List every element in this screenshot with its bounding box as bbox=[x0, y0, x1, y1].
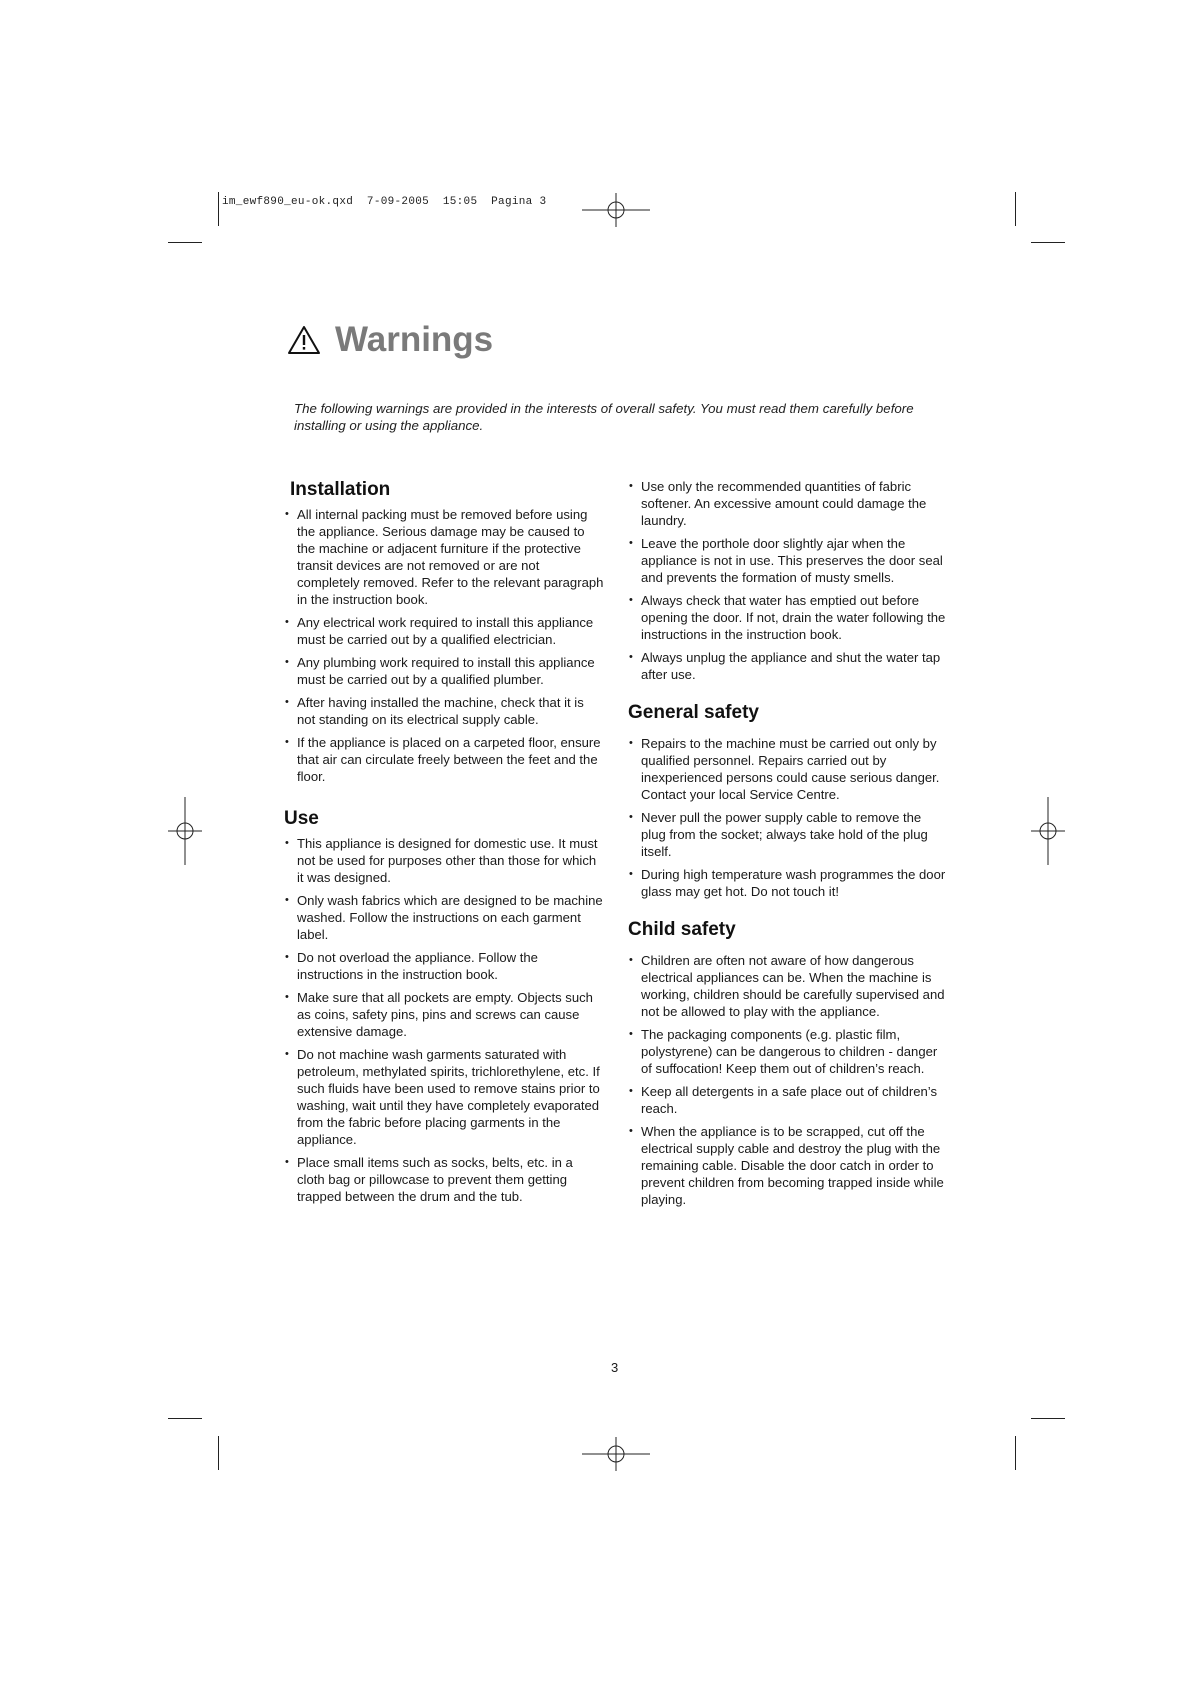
list-item: • This appliance is designed for domestic use. It must not be used for purposes other than those for which it was designed. bbox=[284, 835, 604, 886]
installation-list bbox=[284, 506, 604, 785]
list-item: • Leave the porthole door slightly ajar when the appliance is not in use. This preserves the door seal and prevents the formation of musty smells. bbox=[628, 535, 948, 586]
left-column bbox=[284, 478, 604, 1211]
list-item: • When the appliance is to be scrapped, cut off the electrical supply cable and destroy the plug with the remaining cable. Disable the door catch in order to prevent children from becoming trapped inside while playing. bbox=[628, 1123, 948, 1208]
registration-mark-icon bbox=[582, 193, 650, 227]
section-heading-use: Use bbox=[284, 808, 319, 829]
list-item: • Place small items such as socks, belts, etc. in a cloth bag or pillowcase to prevent them getting trapped between the drum and the tub. bbox=[284, 1154, 604, 1205]
list-item: • If the appliance is placed on a carpeted floor, ensure that air can circulate freely between the feet and the floor. bbox=[284, 734, 604, 785]
crop-mark bbox=[218, 1436, 219, 1470]
list-item: • Always unplug the appliance and shut the water tap after use. bbox=[628, 649, 948, 683]
list-item: • The packaging components (e.g. plastic film, polystyrene) can be dangerous to children - danger of suffocation! Keep them out of children’s reach. bbox=[628, 1026, 948, 1077]
use-continued-list bbox=[628, 478, 948, 683]
list-item: • Any plumbing work required to install this appliance must be carried out by a qualified plumber. bbox=[284, 654, 604, 688]
crop-mark bbox=[168, 242, 202, 243]
list-item: • During high temperature wash programmes the door glass may get hot. Do not touch it! bbox=[628, 866, 948, 900]
list-item: • Repairs to the machine must be carried out only by qualified personnel. Repairs carried out by inexperienced persons could cause serious danger. Contact your local Service Centre. bbox=[628, 735, 948, 803]
list-item: • Use only the recommended quantities of fabric softener. An excessive amount could damage the laundry. bbox=[628, 478, 948, 529]
list-item: • Do not overload the appliance. Follow the instructions in the instruction book. bbox=[284, 949, 604, 983]
registration-mark-icon bbox=[1031, 797, 1065, 865]
use-list bbox=[284, 835, 604, 1205]
section-heading-installation: Installation bbox=[290, 479, 391, 500]
section-heading-child-safety: Child safety bbox=[628, 919, 736, 940]
general-safety-list bbox=[628, 735, 948, 900]
list-item: • Do not machine wash garments saturated with petroleum, methylated spirits, trichlorethylene, etc. If such fluids have been used to remove stains prior to washing, wait until they have completely evaporated from the fabric before placing garments in the appliance. bbox=[284, 1046, 612, 1148]
intro-text: The following warnings are provided in the interests of overall safety. You must read them carefully before installing or using the appliance. bbox=[294, 401, 914, 433]
crop-mark bbox=[1031, 1418, 1065, 1419]
list-item: • Any electrical work required to install this appliance must be carried out by a qualified electrician. bbox=[284, 614, 604, 648]
page-title-block bbox=[287, 322, 493, 357]
child-safety-list bbox=[628, 952, 948, 1208]
crop-mark bbox=[168, 1418, 202, 1419]
list-item: • Make sure that all pockets are empty. Objects such as coins, safety pins, pins and screws can cause extensive damage. bbox=[284, 989, 604, 1040]
page-number: 3 bbox=[611, 1360, 619, 1375]
list-item: • Children are often not aware of how dangerous electrical appliances can be. When the machine is working, children should be carefully supervised and not be allowed to play with the appliance. bbox=[628, 952, 948, 1020]
list-item: • Never pull the power supply cable to remove the plug from the socket; always take hold of the plug itself. bbox=[628, 809, 948, 860]
crop-mark bbox=[1015, 1436, 1016, 1470]
crop-mark bbox=[218, 192, 219, 226]
list-item: • All internal packing must be removed before using the appliance. Serious damage may be caused to the machine or adjacent furniture if the protective transit devices are not removed or are not completely removed. Refer to the relevant paragraph in the instruction book. bbox=[284, 506, 604, 608]
page-title: Warnings bbox=[335, 320, 494, 359]
registration-mark-icon bbox=[168, 797, 202, 865]
crop-mark bbox=[1031, 242, 1065, 243]
list-item: • Keep all detergents in a safe place out of children’s reach. bbox=[628, 1083, 948, 1117]
section-heading-general-safety: General safety bbox=[628, 702, 759, 723]
list-item: • After having installed the machine, check that it is not standing on its electrical supply cable. bbox=[284, 694, 604, 728]
crop-mark bbox=[1015, 192, 1016, 226]
list-item: • Only wash fabrics which are designed to be machine washed. Follow the instructions on each garment label. bbox=[284, 892, 604, 943]
right-column bbox=[628, 478, 948, 1214]
warning-triangle-icon bbox=[287, 325, 321, 355]
registration-mark-icon bbox=[582, 1437, 650, 1471]
list-item: • Always check that water has emptied out before opening the door. If not, drain the water following the instructions in the instruction book. bbox=[628, 592, 948, 643]
printer-slug: im_ewf890_eu-ok.qxd 7-09-2005 15:05 Pagina 3 bbox=[222, 196, 547, 208]
